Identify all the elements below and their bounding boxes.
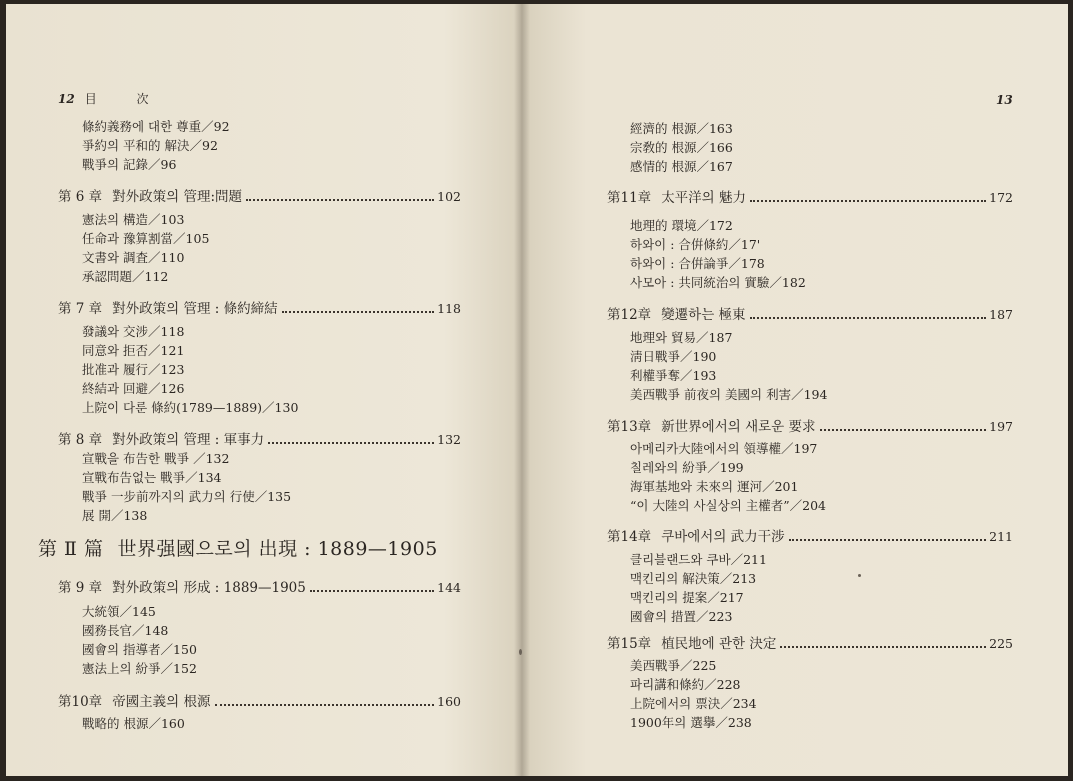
toc-section-entry: 感情的 根源／167	[630, 159, 733, 174]
chapter-title: 帝國主義의 根源	[112, 694, 211, 710]
chapter-label: 第14章	[607, 529, 652, 545]
toc-section-entry: 맥킨리의 解決策／213	[630, 571, 757, 586]
part-title: 世界强國으로의 出現 : 1889—1905	[117, 538, 438, 560]
toc-section-entry: 經濟的 根源／163	[630, 121, 733, 136]
toc-section-entry: 淸日戰爭／190	[630, 349, 717, 364]
chapter-label: 第12章	[607, 307, 652, 323]
chapter-title: 植民地에 관한 決定	[661, 636, 777, 652]
toc-section-entry: 戰爭의 記錄／96	[82, 157, 177, 172]
chapter-title: 新世界에서의 새로운 要求	[661, 419, 816, 435]
chapter-page-number: 197	[989, 419, 1013, 434]
running-head-label: 目 次	[84, 92, 167, 106]
chapter-page-number: 102	[437, 189, 461, 204]
chapter-page-number: 132	[437, 432, 461, 447]
toc-section-entry: 1900年의 選擧／238	[630, 715, 752, 730]
toc-section-entry: 파리講和條約／228	[630, 677, 741, 692]
part-label: 第 Ⅱ 篇	[38, 538, 104, 560]
chapter-label: 第 9 章	[58, 580, 103, 596]
toc-chapter-entry	[58, 428, 461, 448]
dot-leader	[750, 200, 986, 202]
toc-chapter-entry	[607, 525, 1013, 545]
toc-chapter-entry	[607, 632, 1013, 652]
chapter-label: 第11章	[607, 190, 652, 206]
dot-leader	[780, 646, 986, 648]
chapter-title: 對外政策의 管理:問題	[112, 189, 243, 205]
toc-section-entry: 批准과 履行／123	[82, 362, 185, 377]
toc-section-entry: 終結과 回避／126	[82, 381, 185, 396]
chapter-title: 對外政策의 管理 : 條約締結	[112, 301, 278, 317]
dot-leader	[750, 317, 987, 319]
left-running-head	[58, 90, 167, 107]
toc-section-entry: 國務長官／148	[82, 623, 169, 638]
chapter-page-number: 187	[989, 307, 1013, 322]
left-page-number: 12	[58, 92, 75, 106]
toc-section-entry: 條約義務에 대한 尊重／92	[82, 119, 230, 134]
dot-leader	[282, 311, 435, 313]
toc-section-entry: 憲法上의 紛爭／152	[82, 661, 197, 676]
chapter-page-number: 118	[437, 301, 461, 316]
toc-section-entry: 戰略的 根源／160	[82, 716, 185, 731]
dot-leader	[820, 429, 987, 431]
toc-chapter-entry	[58, 185, 461, 205]
left-page	[6, 4, 521, 776]
toc-section-entry: 發議와 交涉／118	[82, 324, 185, 339]
chapter-title: 對外政策의 形成 : 1889—1905	[112, 580, 306, 596]
paper-speck	[519, 649, 522, 655]
book-gutter	[514, 4, 530, 776]
toc-section-entry: 同意와 拒否／121	[82, 343, 185, 358]
chapter-title: 對外政策의 管理 : 軍事力	[112, 432, 265, 448]
toc-section-entry: “이 大陸의 사실상의 主權者”／204	[630, 498, 827, 513]
toc-section-entry: 宣戰을 布告한 戰爭 ／132	[82, 451, 230, 466]
chapter-page-number: 160	[437, 694, 461, 709]
toc-chapter-entry	[58, 297, 461, 317]
toc-chapter-entry	[607, 186, 1013, 206]
toc-section-entry: 美西戰爭／225	[630, 658, 717, 673]
chapter-label: 第10章	[58, 694, 103, 710]
chapter-page-number: 225	[989, 636, 1013, 651]
toc-chapter-entry	[607, 415, 1013, 435]
toc-chapter-entry	[607, 303, 1013, 323]
toc-section-entry: 클리블랜드와 쿠바／211	[630, 552, 767, 567]
toc-section-entry: 文書와 調査／110	[82, 250, 185, 265]
dot-leader	[310, 590, 434, 592]
toc-section-entry: 사모아 : 共同統治의 實驗／182	[630, 275, 806, 290]
paper-speck	[858, 574, 861, 577]
toc-section-entry: 하와이 : 合倂論爭／178	[630, 256, 765, 271]
toc-section-entry: 맥킨리의 提案／217	[630, 590, 744, 605]
toc-chapter-entry	[58, 576, 461, 596]
right-running-head	[996, 93, 1013, 107]
dot-leader	[215, 704, 435, 706]
chapter-label: 第 7 章	[58, 301, 103, 317]
toc-section-entry: 칠레와의 紛爭／199	[630, 460, 744, 475]
toc-section-entry: 上院에서의 票決／234	[630, 696, 757, 711]
toc-section-entry: 國會의 指導者／150	[82, 642, 197, 657]
toc-section-entry: 國會의 措置／223	[630, 609, 733, 624]
toc-section-entry: 地理와 貿易／187	[630, 330, 733, 345]
right-page-number: 13	[996, 93, 1013, 107]
toc-part-heading	[38, 534, 438, 561]
toc-section-entry: 戰爭 一步前까지의 武力의 行使／135	[82, 489, 292, 504]
toc-section-entry: 展 開／138	[82, 508, 148, 523]
chapter-page-number: 144	[437, 580, 461, 595]
toc-section-entry: 宗敎的 根源／166	[630, 140, 733, 155]
dot-leader	[246, 199, 434, 201]
chapter-title: 太平洋의 魅力	[661, 190, 747, 206]
chapter-page-number: 211	[989, 529, 1013, 544]
toc-section-entry: 아메리카大陸에서의 領導權／197	[630, 441, 818, 456]
chapter-label: 第 6 章	[58, 189, 103, 205]
chapter-title: 쿠바에서의 武力干涉	[661, 529, 785, 545]
chapter-title: 變遷하는 極東	[661, 307, 746, 323]
toc-section-entry: 承認問題／112	[82, 269, 169, 284]
toc-section-entry: 爭約의 平和的 解決／92	[82, 138, 218, 153]
toc-section-entry: 地理的 環境／172	[630, 218, 733, 233]
toc-section-entry: 大統領／145	[82, 604, 156, 619]
chapter-label: 第15章	[607, 636, 652, 652]
toc-section-entry: 上院이 다룬 條約(1789—1889)／130	[82, 400, 299, 415]
chapter-label: 第13章	[607, 419, 652, 435]
toc-section-entry: 하와이 : 合倂條約／17'	[630, 237, 761, 252]
toc-section-entry: 美西戰爭 前夜의 美國의 利害／194	[630, 387, 828, 402]
toc-section-entry: 任命과 豫算割當／105	[82, 231, 210, 246]
right-page	[521, 4, 1068, 776]
dot-leader	[268, 442, 434, 444]
toc-section-entry: 宣戰布告없는 戰爭／134	[82, 470, 222, 485]
toc-section-entry: 憲法의 構造／103	[82, 212, 185, 227]
book-spread	[6, 4, 1068, 776]
chapter-label: 第 8 章	[58, 432, 103, 448]
toc-chapter-entry	[58, 690, 461, 710]
toc-section-entry: 海軍基地와 未來의 運河／201	[630, 479, 799, 494]
dot-leader	[789, 539, 986, 541]
chapter-page-number: 172	[989, 190, 1013, 205]
toc-section-entry: 利權爭奪／193	[630, 368, 717, 383]
